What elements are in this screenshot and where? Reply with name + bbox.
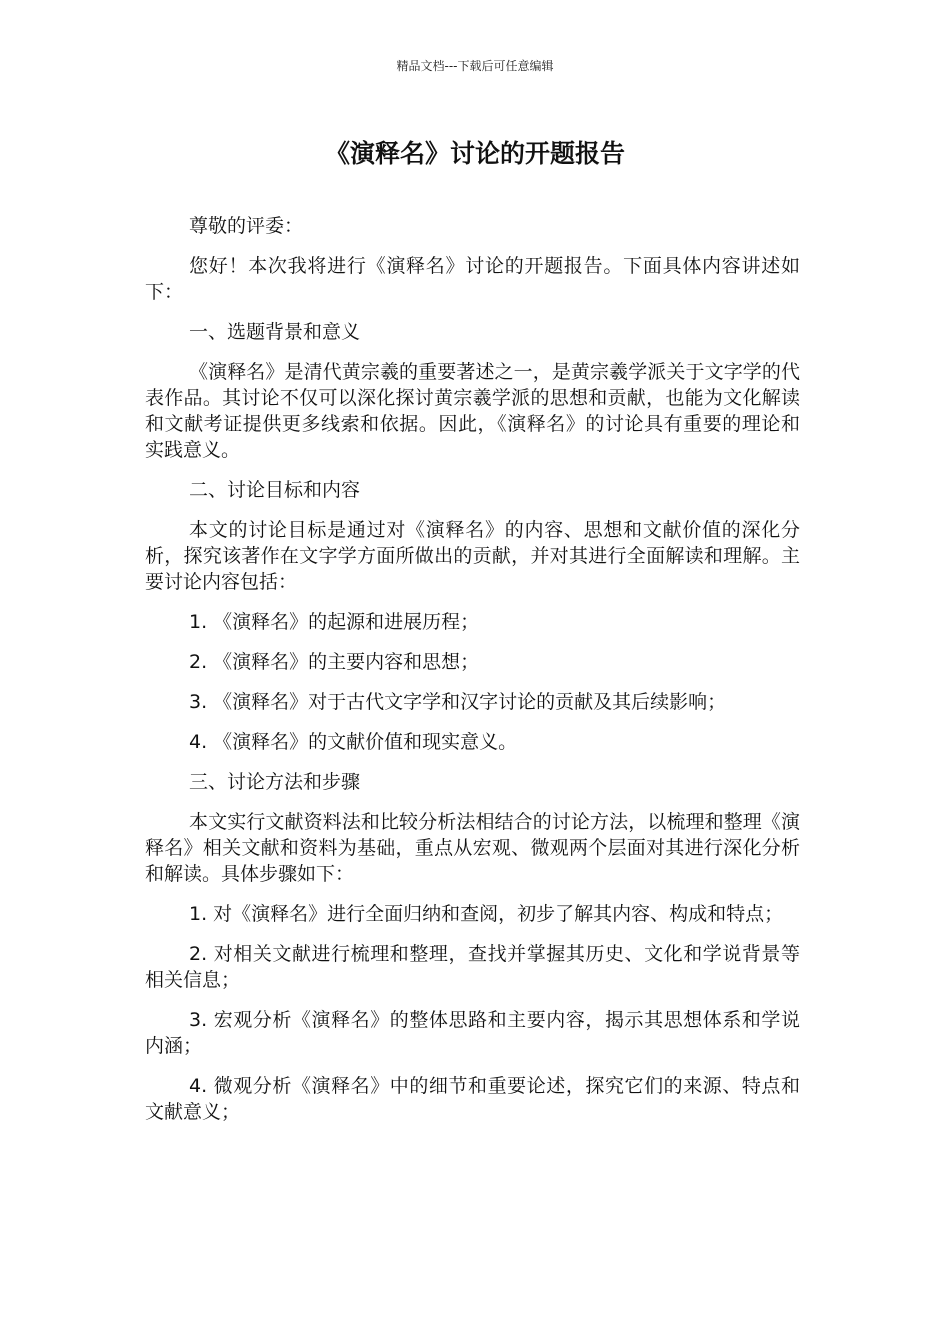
section-heading-methods: 三、讨论方法和步骤 bbox=[189, 771, 361, 793]
methods-list-item: 2. 对相关文献进行梳理和整理，查找并掌握其历史、文化和学说背景等相关信息； bbox=[145, 943, 800, 991]
section-heading-background: 一、选题背景和意义 bbox=[189, 321, 361, 343]
methods-paragraph: 本文实行文献资料法和比较分析法相结合的讨论方法，以梳理和整理《演释名》相关文献和资料为基础，重点从宏观、微观两个层面对其进行深化分析和解读。具体步骤如下： bbox=[145, 811, 800, 885]
document-body bbox=[145, 213, 800, 1139]
methods-list-item: 4. 微观分析《演释名》中的细节和重要论述，探究它们的来源、特点和文献意义； bbox=[145, 1075, 800, 1123]
goals-paragraph: 本文的讨论目标是通过对《演释名》的内容、思想和文献价值的深化分析，探究该著作在文字学方面所做出的贡献，并对其进行全面解读和理解。主要讨论内容包括： bbox=[145, 519, 800, 593]
document-title: 《演释名》讨论的开题报告 bbox=[324, 139, 625, 168]
goals-list-item: 3. 《演释名》对于古代文字学和汉字讨论的贡献及其后续影响； bbox=[189, 691, 727, 713]
goals-list-item: 4. 《演释名》的文献价值和现实意义。 bbox=[189, 731, 518, 753]
background-paragraph: 《演释名》是清代黄宗羲的重要著述之一，是黄宗羲学派关于文字学的代表作品。其讨论不仅可以深化探讨黄宗羲学派的思想和贡献，也能为文化解读和文献考证提供更多线索和依据。因此，《演释名》的讨论具有重要的理论和实践意义。 bbox=[145, 361, 800, 461]
salutation: 尊敬的评委： bbox=[189, 215, 304, 237]
section-heading-goals: 二、讨论目标和内容 bbox=[189, 479, 361, 501]
goals-list-item: 2. 《演释名》的主要内容和思想； bbox=[189, 651, 480, 673]
methods-list-item: 1. 对《演释名》进行全面归纳和查阅，初步了解其内容、构成和特点； bbox=[189, 903, 784, 925]
methods-list-item: 3. 宏观分析《演释名》的整体思路和主要内容，揭示其思想体系和学说内涵； bbox=[145, 1009, 800, 1057]
goals-list-item: 1. 《演释名》的起源和进展历程； bbox=[189, 611, 480, 633]
running-header: 精品文档---下载后可任意编辑 bbox=[396, 59, 554, 73]
opening-paragraph: 您好！本次我将进行《演释名》讨论的开题报告。下面具体内容讲述如下： bbox=[145, 255, 800, 303]
